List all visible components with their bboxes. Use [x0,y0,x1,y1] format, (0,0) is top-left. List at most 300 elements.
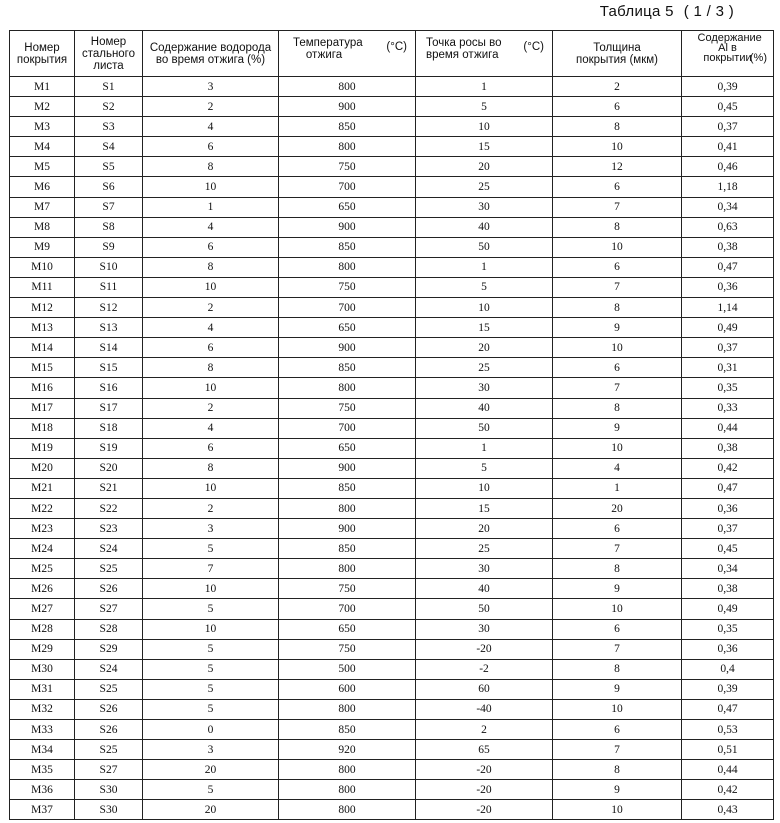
table-row [10,117,774,137]
header-row [10,31,774,77]
cell-al-content: 0,31 [682,358,774,378]
cell-hydrogen: 8 [143,358,279,378]
cell-steel-no: S5 [75,157,143,177]
table-row [10,599,774,619]
cell-temperature: 800 [279,498,416,518]
cell-dew-point: 1 [416,257,553,277]
cell-hydrogen: 2 [143,298,279,318]
cell-thickness: 8 [553,117,682,137]
cell-thickness: 6 [553,720,682,740]
cell-coating-no: M21 [10,478,75,498]
cell-temperature: 800 [279,257,416,277]
cell-al-content: 0,36 [682,639,774,659]
cell-dew-point: 20 [416,338,553,358]
cell-coating-no: M30 [10,659,75,679]
table-row [10,157,774,177]
cell-coating-no: M24 [10,539,75,559]
table-row [10,137,774,157]
cell-steel-no: S13 [75,318,143,338]
table-row [10,358,774,378]
cell-al-content: 0,45 [682,97,774,117]
cell-hydrogen: 3 [143,519,279,539]
cell-hydrogen: 5 [143,639,279,659]
table-row [10,639,774,659]
table-row [10,498,774,518]
cell-thickness: 9 [553,679,682,699]
cell-temperature: 600 [279,679,416,699]
cell-hydrogen: 2 [143,398,279,418]
cell-dew-point: 20 [416,519,553,539]
cell-hydrogen: 5 [143,539,279,559]
cell-coating-no: M7 [10,197,75,217]
cell-temperature: 920 [279,740,416,760]
cell-thickness: 9 [553,318,682,338]
cell-steel-no: S30 [75,800,143,820]
cell-coating-no: M11 [10,277,75,297]
cell-thickness: 10 [553,599,682,619]
cell-dew-point: 30 [416,378,553,398]
cell-coating-no: M10 [10,257,75,277]
cell-coating-no: M19 [10,438,75,458]
cell-temperature: 700 [279,177,416,197]
cell-al-content: 0,42 [682,458,774,478]
cell-hydrogen: 5 [143,679,279,699]
cell-coating-no: M17 [10,398,75,418]
cell-steel-no: S30 [75,780,143,800]
cell-temperature: 900 [279,217,416,237]
cell-thickness: 12 [553,157,682,177]
cell-coating-no: M23 [10,519,75,539]
cell-coating-no: M25 [10,559,75,579]
cell-thickness: 6 [553,257,682,277]
cell-dew-point: -20 [416,760,553,780]
cell-dew-point: 40 [416,398,553,418]
cell-thickness: 6 [553,97,682,117]
cell-al-content: 0,38 [682,438,774,458]
cell-al-content: 0,34 [682,559,774,579]
table-row [10,699,774,719]
cell-coating-no: M36 [10,780,75,800]
cell-coating-no: M26 [10,579,75,599]
table-row [10,97,774,117]
cell-dew-point: 10 [416,117,553,137]
cell-hydrogen: 6 [143,338,279,358]
cell-al-content: 0,36 [682,277,774,297]
cell-thickness: 8 [553,398,682,418]
cell-coating-no: M32 [10,699,75,719]
cell-temperature: 650 [279,197,416,217]
cell-thickness: 8 [553,298,682,318]
cell-coating-no: M3 [10,117,75,137]
cell-dew-point: -20 [416,639,553,659]
cell-temperature: 800 [279,760,416,780]
cell-temperature: 850 [279,720,416,740]
cell-hydrogen: 0 [143,720,279,740]
cell-temperature: 650 [279,318,416,338]
table-row [10,277,774,297]
cell-al-content: 1,18 [682,177,774,197]
table-row [10,478,774,498]
cell-al-content: 0,49 [682,599,774,619]
header-temperature: Температура отжига (°C) [279,31,416,77]
cell-dew-point: 50 [416,418,553,438]
cell-hydrogen: 6 [143,237,279,257]
cell-temperature: 750 [279,277,416,297]
cell-hydrogen: 10 [143,579,279,599]
cell-al-content: 0,37 [682,338,774,358]
cell-hydrogen: 4 [143,418,279,438]
table-row [10,398,774,418]
cell-hydrogen: 8 [143,257,279,277]
cell-hydrogen: 10 [143,619,279,639]
cell-al-content: 0,33 [682,398,774,418]
cell-temperature: 850 [279,237,416,257]
cell-dew-point: 40 [416,217,553,237]
cell-temperature: 750 [279,579,416,599]
table-title: Таблица 5 [599,3,674,20]
cell-al-content: 0,35 [682,378,774,398]
cell-hydrogen: 5 [143,699,279,719]
cell-dew-point: 25 [416,358,553,378]
cell-hydrogen: 8 [143,458,279,478]
cell-hydrogen: 3 [143,740,279,760]
cell-temperature: 750 [279,157,416,177]
cell-thickness: 6 [553,177,682,197]
header-dew-point: Точка росы во время отжига (°C) [416,31,553,77]
cell-thickness: 1 [553,478,682,498]
cell-dew-point: 50 [416,599,553,619]
table-row [10,740,774,760]
cell-temperature: 500 [279,659,416,679]
cell-thickness: 10 [553,137,682,157]
table-row [10,378,774,398]
cell-steel-no: S11 [75,277,143,297]
cell-thickness: 7 [553,639,682,659]
cell-hydrogen: 10 [143,478,279,498]
cell-dew-point: -2 [416,659,553,679]
cell-al-content: 0,45 [682,539,774,559]
cell-hydrogen: 10 [143,378,279,398]
cell-steel-no: S18 [75,418,143,438]
cell-coating-no: M15 [10,358,75,378]
cell-steel-no: S24 [75,539,143,559]
cell-steel-no: S3 [75,117,143,137]
cell-steel-no: S15 [75,358,143,378]
cell-thickness: 10 [553,699,682,719]
cell-hydrogen: 6 [143,438,279,458]
cell-temperature: 700 [279,599,416,619]
cell-steel-no: S29 [75,639,143,659]
cell-steel-no: S6 [75,177,143,197]
cell-coating-no: M34 [10,740,75,760]
cell-al-content: 0,43 [682,800,774,820]
cell-thickness: 8 [553,659,682,679]
cell-al-content: 0,47 [682,699,774,719]
table-row [10,418,774,438]
cell-hydrogen: 2 [143,498,279,518]
header-al-content: Содержание Al в покрытии (%) [682,31,774,77]
table-row [10,800,774,820]
cell-hydrogen: 7 [143,559,279,579]
cell-coating-no: M27 [10,599,75,619]
cell-al-content: 0,34 [682,197,774,217]
cell-thickness: 10 [553,800,682,820]
cell-steel-no: S4 [75,137,143,157]
cell-coating-no: M2 [10,97,75,117]
cell-dew-point: 15 [416,137,553,157]
cell-al-content: 0,37 [682,519,774,539]
cell-dew-point: 50 [416,237,553,257]
cell-dew-point: 2 [416,720,553,740]
header-coating-no: Номер покрытия [10,31,75,77]
cell-hydrogen: 10 [143,177,279,197]
table-row [10,217,774,237]
cell-al-content: 0,44 [682,418,774,438]
cell-hydrogen: 6 [143,137,279,157]
table-row [10,619,774,639]
cell-steel-no: S23 [75,519,143,539]
cell-al-content: 0,41 [682,137,774,157]
cell-temperature: 850 [279,539,416,559]
cell-dew-point: -20 [416,780,553,800]
cell-coating-no: M1 [10,77,75,97]
cell-hydrogen: 20 [143,760,279,780]
table-part: ( 1 / 3 ) [683,3,734,20]
table-row [10,579,774,599]
cell-steel-no: S9 [75,237,143,257]
cell-coating-no: M29 [10,639,75,659]
cell-hydrogen: 3 [143,77,279,97]
cell-thickness: 10 [553,438,682,458]
cell-al-content: 0,39 [682,77,774,97]
cell-dew-point: -40 [416,699,553,719]
cell-temperature: 800 [279,77,416,97]
cell-steel-no: S28 [75,619,143,639]
cell-coating-no: M8 [10,217,75,237]
header-al-unit: (%) [749,52,767,64]
cell-dew-point: 10 [416,298,553,318]
cell-al-content: 0,47 [682,478,774,498]
cell-hydrogen: 1 [143,197,279,217]
cell-steel-no: S25 [75,679,143,699]
cell-temperature: 800 [279,780,416,800]
cell-temperature: 850 [279,358,416,378]
cell-coating-no: M4 [10,137,75,157]
table-row [10,77,774,97]
cell-coating-no: M16 [10,378,75,398]
cell-dew-point: 30 [416,619,553,639]
cell-steel-no: S2 [75,97,143,117]
cell-thickness: 7 [553,378,682,398]
cell-steel-no: S19 [75,438,143,458]
cell-coating-no: M35 [10,760,75,780]
cell-temperature: 850 [279,117,416,137]
cell-dew-point: 25 [416,539,553,559]
cell-dew-point: 5 [416,97,553,117]
cell-dew-point: 1 [416,77,553,97]
cell-thickness: 8 [553,760,682,780]
cell-al-content: 0,36 [682,498,774,518]
cell-coating-no: M20 [10,458,75,478]
cell-temperature: 800 [279,559,416,579]
header-dew-point-unit: (°C) [523,41,544,53]
cell-steel-no: S20 [75,458,143,478]
table-row [10,177,774,197]
cell-al-content: 0,51 [682,740,774,760]
coating-table [9,30,774,820]
cell-steel-no: S26 [75,579,143,599]
cell-steel-no: S10 [75,257,143,277]
cell-dew-point: 25 [416,177,553,197]
cell-hydrogen: 10 [143,277,279,297]
table-row [10,197,774,217]
cell-al-content: 0,39 [682,679,774,699]
cell-coating-no: M6 [10,177,75,197]
cell-steel-no: S22 [75,498,143,518]
table-row [10,338,774,358]
header-thickness: Толщина покрытия (мкм) [553,31,682,77]
cell-dew-point: 30 [416,197,553,217]
cell-steel-no: S25 [75,559,143,579]
cell-coating-no: M12 [10,298,75,318]
cell-hydrogen: 5 [143,659,279,679]
cell-temperature: 900 [279,338,416,358]
table-row [10,679,774,699]
cell-al-content: 1,14 [682,298,774,318]
cell-al-content: 0,35 [682,619,774,639]
table-row [10,780,774,800]
cell-thickness: 8 [553,559,682,579]
cell-coating-no: M37 [10,800,75,820]
cell-hydrogen: 4 [143,217,279,237]
cell-dew-point: 15 [416,318,553,338]
cell-al-content: 0,44 [682,760,774,780]
cell-al-content: 0,47 [682,257,774,277]
cell-hydrogen: 4 [143,117,279,137]
table-caption [600,3,734,20]
cell-al-content: 0,38 [682,579,774,599]
cell-steel-no: S26 [75,720,143,740]
cell-thickness: 10 [553,338,682,358]
cell-dew-point: 65 [416,740,553,760]
cell-al-content: 0,53 [682,720,774,740]
cell-dew-point: 5 [416,277,553,297]
cell-thickness: 10 [553,237,682,257]
cell-coating-no: M13 [10,318,75,338]
header-steel-no: Номер стального листа [75,31,143,77]
cell-hydrogen: 20 [143,800,279,820]
cell-al-content: 0,4 [682,659,774,679]
cell-steel-no: S8 [75,217,143,237]
cell-temperature: 800 [279,800,416,820]
cell-dew-point: 40 [416,579,553,599]
cell-thickness: 9 [553,418,682,438]
table-row [10,438,774,458]
cell-thickness: 6 [553,519,682,539]
table-row [10,519,774,539]
cell-thickness: 9 [553,579,682,599]
cell-thickness: 7 [553,277,682,297]
cell-coating-no: M18 [10,418,75,438]
cell-al-content: 0,37 [682,117,774,137]
cell-temperature: 850 [279,478,416,498]
cell-hydrogen: 5 [143,780,279,800]
header-hydrogen: Содержание водорода во время отжига (%) [143,31,279,77]
cell-thickness: 7 [553,539,682,559]
cell-temperature: 900 [279,519,416,539]
table-row [10,539,774,559]
cell-thickness: 6 [553,619,682,639]
table-row [10,318,774,338]
table-row [10,720,774,740]
cell-al-content: 0,42 [682,780,774,800]
cell-temperature: 750 [279,398,416,418]
cell-temperature: 700 [279,298,416,318]
cell-steel-no: S17 [75,398,143,418]
cell-temperature: 800 [279,378,416,398]
cell-temperature: 900 [279,97,416,117]
cell-dew-point: 60 [416,679,553,699]
cell-thickness: 7 [553,740,682,760]
cell-coating-no: M33 [10,720,75,740]
cell-steel-no: S7 [75,197,143,217]
cell-temperature: 800 [279,137,416,157]
cell-coating-no: M5 [10,157,75,177]
cell-steel-no: S12 [75,298,143,318]
cell-al-content: 0,49 [682,318,774,338]
cell-steel-no: S16 [75,378,143,398]
cell-al-content: 0,38 [682,237,774,257]
cell-hydrogen: 8 [143,157,279,177]
cell-steel-no: S14 [75,338,143,358]
cell-temperature: 900 [279,458,416,478]
cell-coating-no: M28 [10,619,75,639]
cell-coating-no: M22 [10,498,75,518]
cell-steel-no: S24 [75,659,143,679]
cell-thickness: 2 [553,77,682,97]
cell-temperature: 800 [279,699,416,719]
cell-dew-point: 1 [416,438,553,458]
cell-al-content: 0,63 [682,217,774,237]
cell-coating-no: M9 [10,237,75,257]
cell-steel-no: S21 [75,478,143,498]
table-row [10,257,774,277]
table-row [10,298,774,318]
cell-thickness: 6 [553,358,682,378]
cell-temperature: 700 [279,418,416,438]
cell-dew-point: 5 [416,458,553,478]
cell-al-content: 0,46 [682,157,774,177]
cell-steel-no: S1 [75,77,143,97]
header-temperature-unit: (°C) [386,41,407,53]
table-row [10,458,774,478]
cell-steel-no: S27 [75,599,143,619]
cell-hydrogen: 5 [143,599,279,619]
table-row [10,659,774,679]
cell-hydrogen: 4 [143,318,279,338]
cell-temperature: 650 [279,438,416,458]
cell-thickness: 8 [553,217,682,237]
cell-thickness: 4 [553,458,682,478]
table-row [10,760,774,780]
cell-dew-point: 30 [416,559,553,579]
cell-dew-point: -20 [416,800,553,820]
cell-dew-point: 15 [416,498,553,518]
cell-steel-no: S26 [75,699,143,719]
cell-thickness: 7 [553,197,682,217]
cell-coating-no: M31 [10,679,75,699]
cell-thickness: 20 [553,498,682,518]
